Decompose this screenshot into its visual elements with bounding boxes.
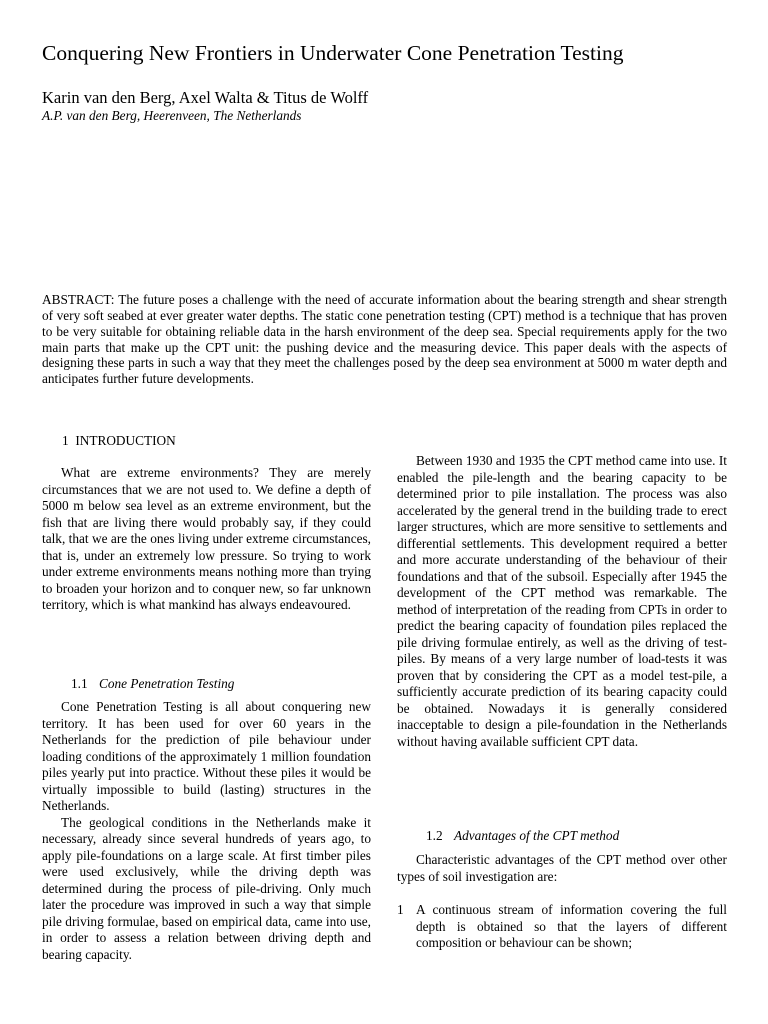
cpt-paragraphs-right (397, 453, 727, 750)
cpt-paragraph: Between 1930 and 1935 the CPT method came into use. It enabled the pile-length and the bearing capacity to be determined prior to pile installation. The process was also accelerated by the general trend in the building trade to erect larger structures, which are more sensitive to settlements and differential settlements. This development required a better and more accurate understanding of the behaviour of their foundations and that of the subsoil. Especially after 1945 the development of the CPT method was remarkable. The method of interpretation of the reading from CPTs in order to predict the bearing capacity of foundation piles replaced the pile driving formulae entirely, as well as the driving of test-piles. By means of a very large number of load-tests it was proven that by considering the CPT as a model test-pile, a sufficiently accurate prediction of its bearing capacity could be obtained. Nowadays it is generally considered inacceptable to design a pile-foundation in the Netherlands without having available sufficient CPT data. (397, 453, 727, 749)
list-item-number: 1 (397, 902, 404, 917)
section-number: 1 (62, 433, 69, 448)
advantages-list-item (397, 902, 727, 962)
abstract: ABSTRACT: The future poses a challenge with the need of accurate information about the bearing strength and shear strength of very soft seabed at ever greater water depths. The static cone penetration testing (CPT) method is a technique that has proven to be very suitable for obtaining reliable data in the harsh environment of the deep sea. Special requirements apply for the two main parts that make up the CPT unit: the pushing device and the measuring device. This paper deals with the aspects of designing these parts in such a way that they meet the challenges posed by the deep sea environment at 5000 m water depth and anticipates further future developments. (42, 292, 727, 387)
intro-paragraph: What are extreme environments? They are merely circumstances that we are not used to. We define a depth of 5000 m below sea level as an extreme environment, but the fish that are living there would probably say, if they could talk, that we are the ones living under extreme circumstances, that is, under an extremely low pressure. So trying to work under extreme environments means nothing more than trying to broaden your horizon and to conquer new, so far unknown territory, which is what mankind has always endeavoured. (42, 465, 371, 612)
paper-authors: Karin van den Berg, Axel Walta & Titus de Wolff (42, 88, 369, 107)
advantages-paragraph: Characteristic advantages of the CPT method over other types of soil investigation are: (397, 852, 727, 884)
subsection-heading-advantages (426, 828, 619, 844)
intro-paragraph-block (42, 465, 371, 614)
section-title: INTRODUCTION (75, 433, 176, 448)
subsection-heading-cpt (71, 676, 234, 692)
cpt-paragraph: The geological conditions in the Netherlands make it necessary, already since several hundreds of years ago, to apply pile-foundations on a large scale. At first timber piles were used exclusively, while the driving depth was determined during the process of pile-driving. Only much later the procedure was improved in such a way that simple pile driving formulae, based on empirical data, came into use, in order to assess a relation between driving depth and bearing capacity. (42, 814, 371, 962)
paper-affiliation: A.P. van den Berg, Heerenveen, The Netherlands (42, 108, 302, 123)
advantages-paragraph-block (397, 852, 727, 885)
subsection-title: Cone Penetration Testing (99, 676, 235, 691)
subsection-number: 1.1 (71, 676, 88, 691)
cpt-paragraph: Cone Penetration Testing is all about conquering new territory. It has been used for over 60 years in the Netherlands for the prediction of pile behaviour under loading conditions of the approximately 1 million foundation piles yearly put into practice. Without these piles it would be virtually impossible to build (lasting) structures in the Netherlands. (42, 699, 371, 813)
list-item-text: A continuous stream of information covering the full depth is obtained so that the layers of different composition or behaviour can be shown; (416, 902, 727, 950)
cpt-paragraphs-left (42, 699, 371, 963)
subsection-number: 1.2 (426, 828, 443, 843)
subsection-title: Advantages of the CPT method (454, 828, 620, 843)
paper-title: Conquering New Frontiers in Underwater Cone Penetration Testing (42, 41, 624, 65)
section-heading-introduction (62, 433, 176, 449)
